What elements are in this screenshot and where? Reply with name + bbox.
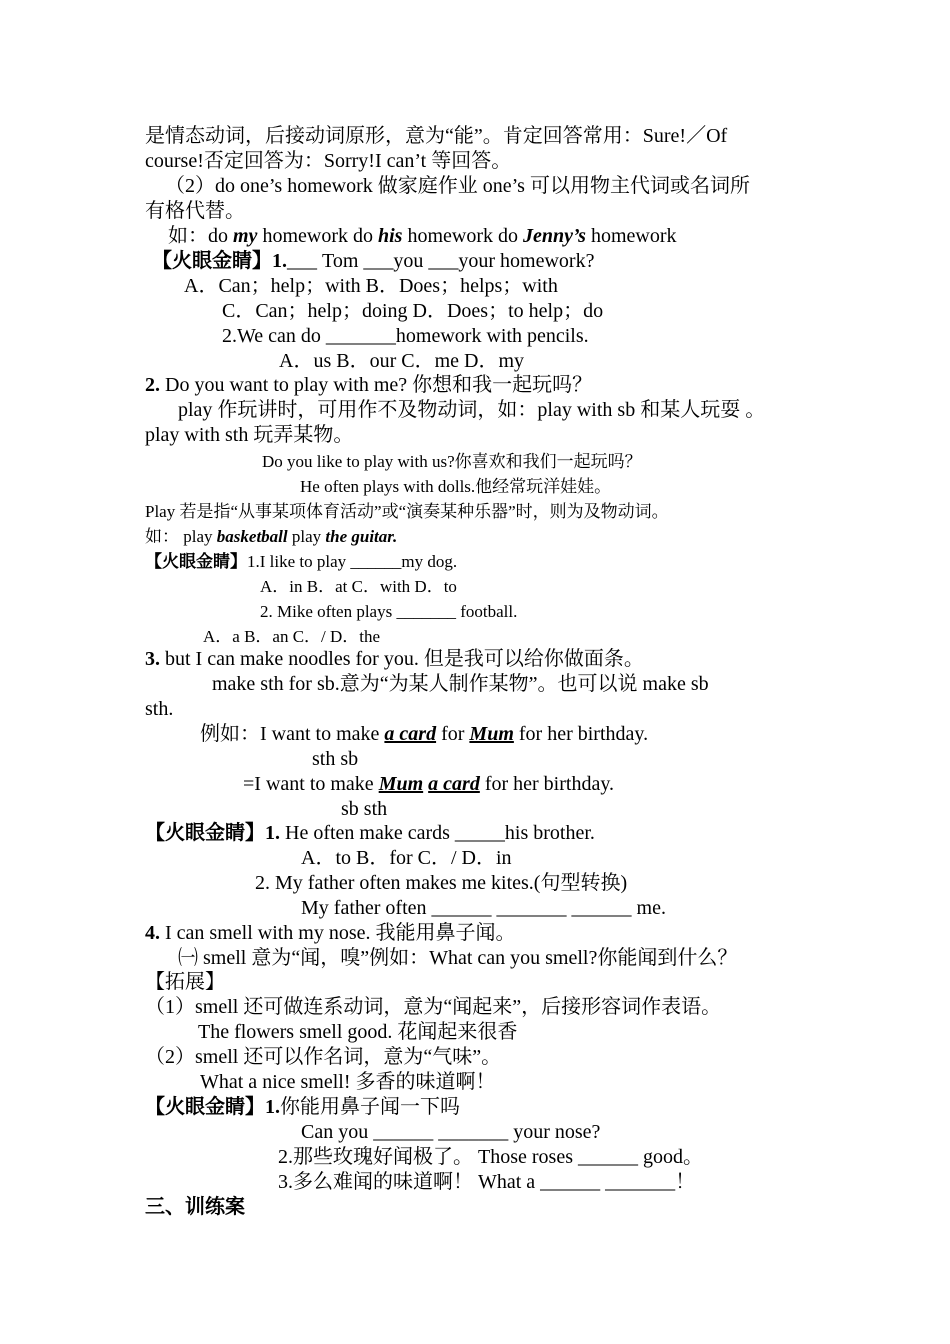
text-segment: 3. [145, 648, 160, 670]
text-segment: 【拓展】 [145, 971, 225, 993]
text-segment: A．us B．our C．me D．my [279, 350, 524, 372]
text-segment: 2.We can do _______homework with pencils. [222, 325, 589, 347]
text-segment: He often plays with dolls.他经常玩洋娃娃。 [300, 477, 612, 496]
text-segment: but I can make noodles for you. 但是我可以给你做面条。 [160, 648, 644, 670]
text-segment: 1.I like to play ______my dog. [247, 552, 458, 571]
text-segment: =I want to make [243, 773, 379, 795]
text-segment: Can you ______ _______ your nose? [301, 1121, 601, 1143]
text-segment: A．in B．at C．with D．to [260, 577, 457, 596]
text-segment: 【火眼金睛】1. [145, 1096, 280, 1118]
text-line-39 [200, 1070, 496, 1095]
text-line-36 [145, 995, 721, 1020]
text-segment: A．to B．for C．/ D．in [301, 847, 512, 869]
text-segment: 2. Mike often plays _______ football. [260, 602, 518, 621]
text-segment: 如： play [145, 527, 217, 546]
text-line-26 [312, 747, 358, 772]
text-segment: 2. My father often makes me kites.(句型转换) [255, 872, 628, 894]
text-line-14 [262, 449, 642, 474]
text-segment: A．Can；help；with B．Does；helps；with [184, 275, 558, 297]
text-segment: 4. [145, 922, 160, 944]
text-line-43 [278, 1170, 695, 1195]
text-segment: a card [384, 723, 437, 745]
text-line-34 [178, 946, 737, 971]
text-line-15 [300, 474, 611, 499]
text-line-13 [145, 423, 353, 448]
text-segment: sth. [145, 698, 174, 720]
text-segment: play 作玩讲时，可用作不及物动词，如：play with sb 和某人玩耍 。 [178, 399, 766, 421]
text-line-44 [145, 1195, 245, 1220]
text-line-28 [341, 797, 387, 822]
text-segment: A．a B．an C．/ D．the [203, 627, 381, 646]
text-segment: 是情态动词，后接动词原形，意为“能”。肯定回答常用：Sure!／Of [145, 125, 728, 147]
text-line-3 [165, 174, 750, 199]
text-line-7 [184, 274, 558, 299]
text-segment: Jenny’s [523, 225, 586, 247]
text-segment: My father often ______ _______ ______ me. [301, 897, 666, 919]
text-segment: He often make cards _____his brother. [280, 822, 595, 844]
text-line-41 [301, 1120, 600, 1145]
text-segment: 你能用鼻子闻一下吗 [280, 1096, 460, 1118]
text-line-16 [145, 499, 669, 524]
text-segment: for her birthday. [479, 773, 615, 795]
text-line-27 [243, 772, 614, 797]
text-line-6 [152, 249, 594, 274]
text-segment: ㈠ smell 意为“闻，嗅”例如：What can you smell?你能闻到什么？ [178, 947, 738, 969]
text-line-31 [255, 871, 627, 896]
text-line-32 [301, 896, 666, 921]
text-segment: my [233, 225, 258, 247]
text-line-20 [260, 599, 517, 624]
text-segment: Mum [469, 723, 514, 745]
text-segment: play with sth 玩弄某物。 [145, 424, 354, 446]
text-line-37 [198, 1020, 517, 1045]
text-segment: sb sth [341, 798, 388, 820]
text-segment: 2. [145, 374, 160, 396]
text-segment: basketball [216, 527, 288, 546]
text-segment: 【火眼金睛】 [145, 552, 247, 571]
text-segment: 如：do [168, 225, 233, 247]
text-line-8 [222, 299, 603, 324]
text-segment: his [377, 225, 403, 247]
text-segment: course!否定回答为：Sorry!I can’t 等回答。 [145, 150, 512, 172]
text-segment: （1）smell 还可做连系动词，意为“闻起来”，后接形容词作表语。 [145, 996, 722, 1018]
text-line-1 [145, 124, 727, 149]
text-segment: 有格代替。 [145, 200, 245, 222]
text-line-35 [145, 970, 225, 995]
text-segment: （2）smell 还可以作名词，意为“气味”。 [145, 1046, 502, 1068]
text-line-21 [203, 624, 380, 649]
text-segment: homework [585, 225, 677, 247]
text-segment: Do you like to play with us?你喜欢和我们一起玩吗？ [262, 452, 642, 471]
text-segment: 例如：I want to make [200, 723, 385, 745]
text-line-5 [168, 224, 677, 249]
text-segment: 【火眼金睛】1. [152, 250, 287, 272]
text-segment: 三、训练案 [145, 1196, 245, 1218]
text-line-19 [260, 574, 457, 599]
text-line-38 [145, 1045, 501, 1070]
text-segment: 3.多么难闻的味道啊！ What a ______ _______！ [278, 1171, 696, 1193]
text-line-30 [301, 846, 512, 871]
text-segment: What a nice smell! 多香的味道啊！ [200, 1071, 496, 1093]
text-segment: （2）do one’s homework 做家庭作业 one’s 可以用物主代词或名词所 [165, 175, 750, 197]
text-line-33 [145, 921, 516, 946]
text-line-25 [200, 722, 648, 747]
text-segment: sth sb [312, 748, 359, 770]
text-line-4 [145, 199, 245, 224]
text-line-22 [145, 647, 644, 672]
text-segment: The flowers smell good. 花闻起来很香 [198, 1021, 518, 1043]
text-segment: make sth for sb.意为“为某人制作某物”。也可以说 make sb [212, 673, 709, 695]
text-line-23 [212, 672, 709, 697]
text-line-9 [222, 324, 589, 349]
text-line-29 [145, 821, 595, 846]
text-segment: the guitar. [325, 527, 398, 546]
text-segment: C．Can；help；doing D．Does；to help；do [222, 300, 604, 322]
text-segment: I can smell with my nose. 我能用鼻子闻。 [160, 922, 516, 944]
text-line-42 [278, 1145, 703, 1170]
text-line-17 [145, 524, 397, 549]
text-segment: homework do [402, 225, 523, 247]
text-segment: homework do [257, 225, 378, 247]
text-line-12 [178, 398, 765, 423]
text-segment: for her birthday. [513, 723, 649, 745]
text-segment: Do you want to play with me? 你想和我一起玩吗？ [160, 374, 593, 396]
text-line-10 [279, 349, 524, 374]
text-segment: ___ Tom ___you ___your homework? [287, 250, 595, 272]
text-line-2 [145, 149, 511, 174]
text-line-11 [145, 373, 592, 398]
text-line-40 [145, 1095, 460, 1120]
text-segment: a card [428, 773, 480, 795]
text-line-24 [145, 697, 173, 722]
text-line-18 [145, 549, 457, 574]
text-segment: for [436, 723, 470, 745]
text-segment: Mum [378, 773, 424, 795]
text-segment: play [287, 527, 326, 546]
text-segment: Play 若是指“从事某项体育活动”或“演奏某种乐器”时，则为及物动词。 [145, 502, 669, 521]
text-segment: 【火眼金睛】1. [145, 822, 280, 844]
text-segment: 2.那些玫瑰好闻极了。 Those roses ______ good。 [278, 1146, 703, 1168]
